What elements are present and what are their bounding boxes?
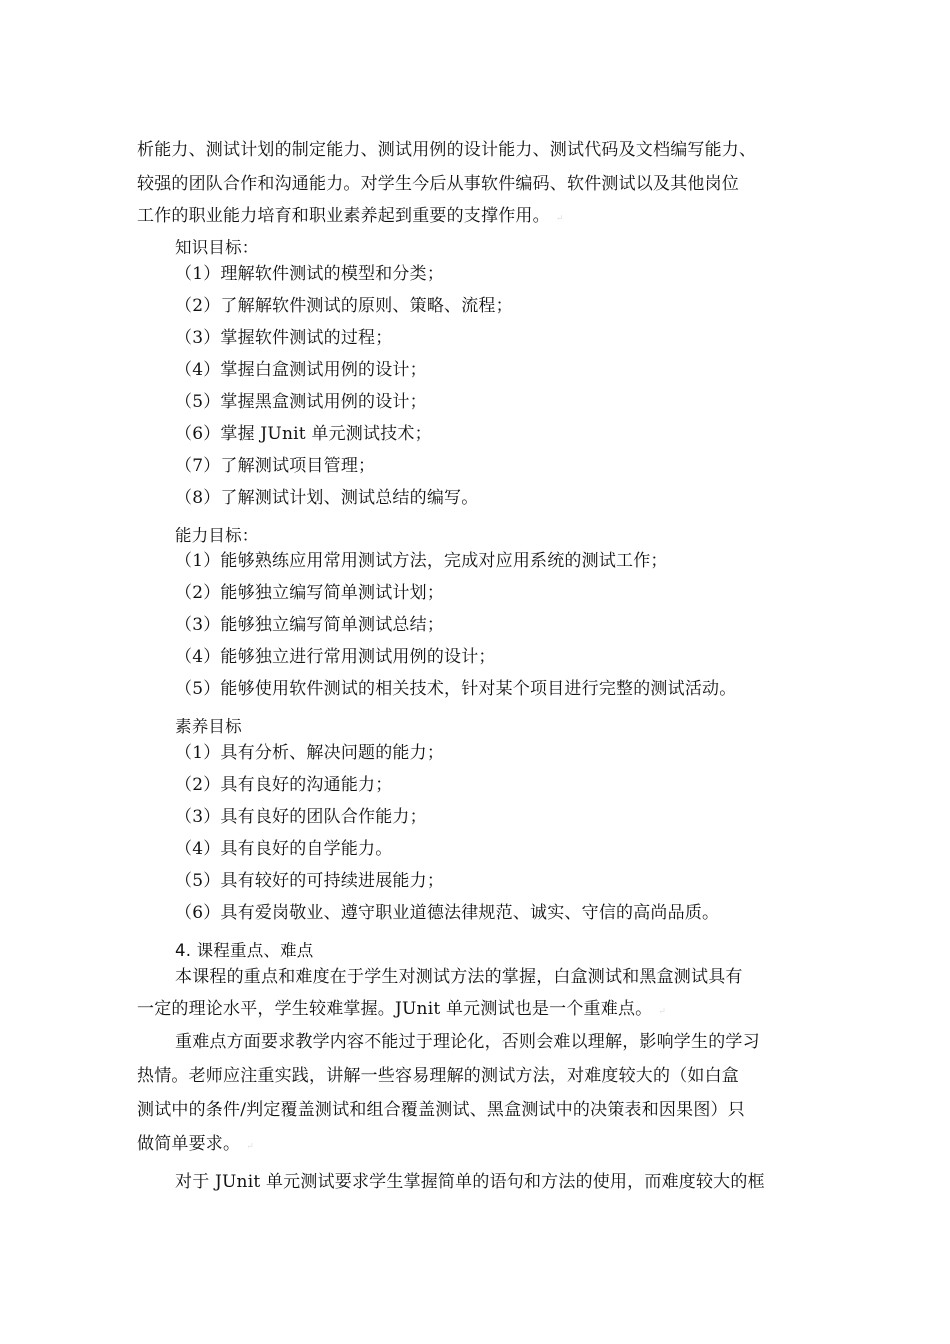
knowledge-item: （4）掌握白盒测试用例的设计； xyxy=(175,360,427,380)
quality-item: （3）具有良好的团队合作能力； xyxy=(175,807,427,827)
section-4-p3-line-1: 对于 JUnit 单元测试要求学生掌握简单的语句和方法的使用，而难度较大的框 xyxy=(175,1172,765,1192)
knowledge-item: （7）了解测试项目管理； xyxy=(175,456,376,476)
section-4-p1-line-1: 本课程的重点和难度在于学生对测试方法的掌握，白盒测试和黑盒测试具有 xyxy=(175,967,743,987)
quality-item: （1）具有分析、解决问题的能力； xyxy=(175,743,445,763)
section-4-p2-line-4 xyxy=(137,1133,254,1158)
quality-item: （5）具有较好的可持续进展能力； xyxy=(175,871,445,891)
ability-item: （5）能够使用软件测试的相关技术，针对某个项目进行完整的测试活动。 xyxy=(175,679,737,699)
section-4-p2-line-4-text: 做简单要求。 xyxy=(137,1134,241,1154)
ability-item: （1）能够熟练应用常用测试方法，完成对应用系统的测试工作； xyxy=(175,551,668,571)
quality-heading: 素养目标 xyxy=(175,717,242,736)
quality-item: （4）具有良好的自学能力。 xyxy=(175,839,393,859)
section-4-p2-line-2: 热情。老师应注重实践，讲解一些容易理解的测试方法，对难度较大的（如白盒 xyxy=(137,1066,739,1086)
paragraph-mark: ↵ xyxy=(555,214,564,224)
quality-item: （2）具有良好的沟通能力； xyxy=(175,775,393,795)
knowledge-item: （1）理解软件测试的模型和分类； xyxy=(175,264,445,284)
ability-item: （3）能够独立编写简单测试总结； xyxy=(175,615,445,635)
section-4-p2-line-1: 重难点方面要求教学内容不能过于理论化，否则会难以理解，影响学生的学习 xyxy=(175,1032,760,1052)
knowledge-item: （5）掌握黑盒测试用例的设计； xyxy=(175,392,427,412)
intro-line-1: 析能力、测试计划的制定能力、测试用例的设计能力、测试代码及文档编写能力、 xyxy=(137,140,757,160)
knowledge-item: （3）掌握软件测试的过程； xyxy=(175,328,393,348)
ability-heading: 能力目标： xyxy=(175,526,259,545)
ability-item: （2）能够独立编写简单测试计划； xyxy=(175,583,445,603)
quality-item: （6）具有爱岗敬业、遵守职业道德法律规范、诚实、守信的高尚品质。 xyxy=(175,903,720,923)
section-4-heading: 4. 课程重点、难点 xyxy=(175,941,314,960)
ability-item: （4）能够独立进行常用测试用例的设计； xyxy=(175,647,496,667)
intro-line-3-text: 工作的职业能力培育和职业素养起到重要的支撑作用。 xyxy=(137,206,550,226)
section-4-p1-line-2-text: 一定的理论水平，学生较难掌握。JUnit 单元测试也是一个重难点。 xyxy=(137,999,653,1019)
knowledge-item: （6）掌握 JUnit 单元测试技术； xyxy=(175,424,432,444)
knowledge-heading: 知识目标： xyxy=(175,238,259,257)
knowledge-item: （8）了解测试计划、测试总结的编写。 xyxy=(175,488,479,508)
paragraph-mark: ↵ xyxy=(658,1007,666,1017)
section-4-p1-line-2 xyxy=(137,998,666,1023)
section-4-p2-line-3: 测试中的条件/判定覆盖测试和组合覆盖测试、黑盒测试中的决策表和因果图）只 xyxy=(137,1100,745,1120)
intro-line-3 xyxy=(137,205,563,230)
intro-line-2: 较强的团队合作和沟通能力。对学生今后从事软件编码、软件测试以及其他岗位 xyxy=(137,174,739,194)
knowledge-item: （2）了解解软件测试的原则、策略、流程； xyxy=(175,296,513,316)
paragraph-mark: ↵ xyxy=(246,1142,254,1152)
